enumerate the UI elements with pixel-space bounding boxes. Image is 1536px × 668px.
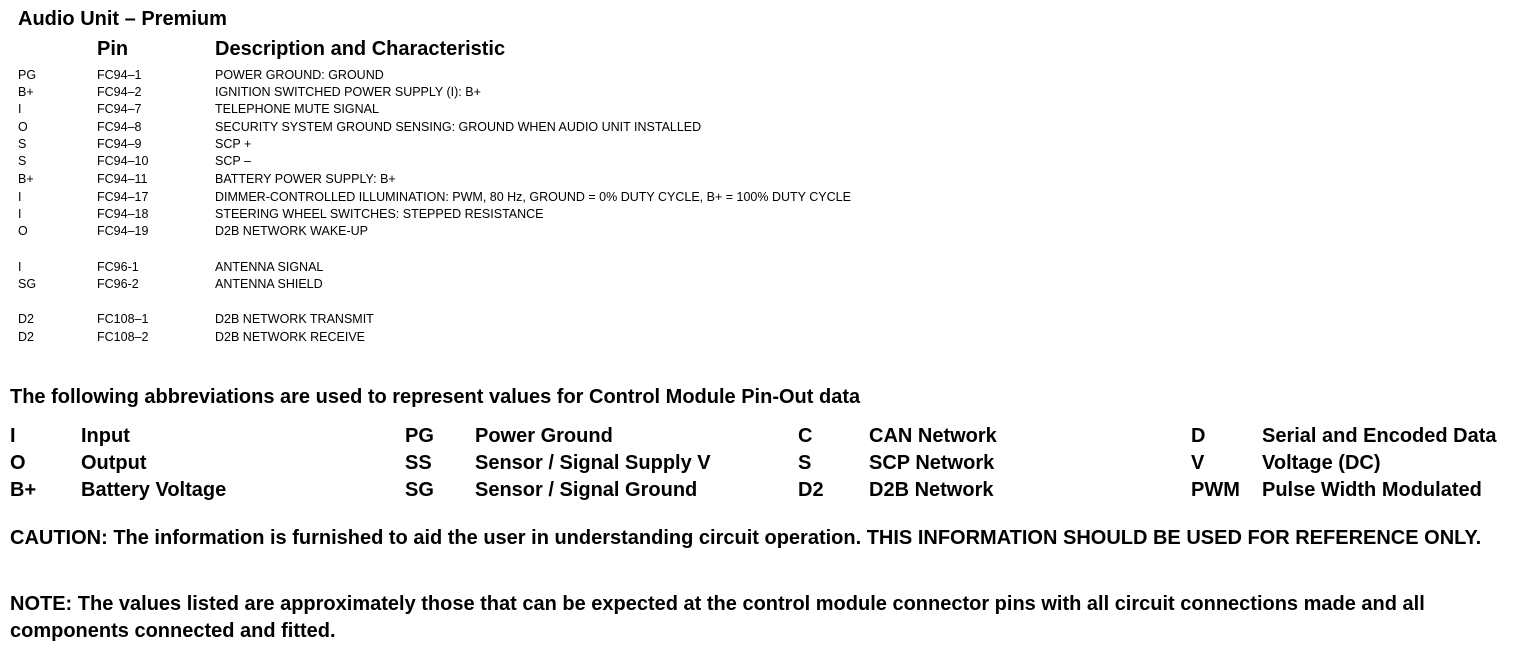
pin-number: FC96-1 xyxy=(97,260,139,274)
pin-description: IGNITION SWITCHED POWER SUPPLY (I): B+ xyxy=(215,85,481,99)
abbreviation-meaning: Battery Voltage xyxy=(81,479,227,501)
abbreviation-code: PWM xyxy=(1191,479,1240,501)
abbreviation-code: S xyxy=(798,452,812,474)
pin-row xyxy=(0,223,1000,239)
pin-number: FC94–10 xyxy=(97,154,149,168)
abbreviation-meaning: Input xyxy=(81,425,130,447)
pin-row xyxy=(0,311,1000,327)
pin-description: DIMMER-CONTROLLED ILLUMINATION: PWM, 80 Hz, GROUND = 0% DUTY CYCLE, B+ = 100% DUTY CYCLE xyxy=(215,190,851,204)
pin-row xyxy=(0,153,1000,169)
pin-description: STEERING WHEEL SWITCHES: STEPPED RESISTANCE xyxy=(215,207,544,221)
pin-row xyxy=(0,189,1000,205)
pin-description: POWER GROUND: GROUND xyxy=(215,68,384,82)
pin-number: FC94–2 xyxy=(97,85,142,99)
pin-number: FC108–1 xyxy=(97,312,149,326)
abbreviation-code: PG xyxy=(405,425,434,447)
pin-description: ANTENNA SIGNAL xyxy=(215,260,324,274)
pin-signal-type: I xyxy=(18,207,22,221)
abbreviation-code: SG xyxy=(405,479,434,501)
abbreviation-code: D2 xyxy=(798,479,824,501)
pin-signal-type: S xyxy=(18,154,27,168)
abbreviation-meaning: CAN Network xyxy=(869,425,997,447)
abbreviation-code: B+ xyxy=(10,479,37,501)
pin-number: FC94–7 xyxy=(97,102,142,116)
pin-number: FC96-2 xyxy=(97,277,139,291)
page-title: Audio Unit – Premium xyxy=(18,8,227,30)
pin-number: FC94–11 xyxy=(97,172,148,186)
pin-row xyxy=(0,329,1000,345)
pin-signal-type: D2 xyxy=(18,330,34,344)
pin-number: FC94–18 xyxy=(97,207,149,221)
pin-signal-type: I xyxy=(18,260,22,274)
abbreviations-intro: The following abbreviations are used to represent values for Control Module Pin-Out data xyxy=(10,386,861,408)
abbreviation-code: D xyxy=(1191,425,1206,447)
pin-signal-type: O xyxy=(18,120,28,134)
pin-description: TELEPHONE MUTE SIGNAL xyxy=(215,102,379,116)
pin-description: BATTERY POWER SUPPLY: B+ xyxy=(215,172,396,186)
abbreviation-meaning: SCP Network xyxy=(869,452,995,474)
pin-number: FC94–8 xyxy=(97,120,142,134)
abbreviation-meaning: Sensor / Signal Supply V xyxy=(475,452,711,474)
pin-description: SCP + xyxy=(215,137,252,151)
pin-description: SECURITY SYSTEM GROUND SENSING: GROUND WHEN AUDIO UNIT INSTALLED xyxy=(215,120,702,134)
pin-signal-type: B+ xyxy=(18,172,34,186)
caution-text: CAUTION: The information is furnished to aid the user in understanding circuit operation. THIS INFORMATION SHOULD BE USED FOR REFERENCE ONLY. xyxy=(10,527,1482,549)
pin-row xyxy=(0,67,1000,83)
pin-row xyxy=(0,119,1000,135)
pin-description: SCP – xyxy=(215,154,251,168)
pin-number: FC94–17 xyxy=(97,190,149,204)
pin-description: D2B NETWORK RECEIVE xyxy=(215,330,366,344)
pin-signal-type: S xyxy=(18,137,27,151)
abbreviation-meaning: D2B Network xyxy=(869,479,994,501)
pin-signal-type: PG xyxy=(18,68,37,82)
pin-number: FC94–1 xyxy=(97,68,142,82)
pin-row xyxy=(0,259,1000,275)
pin-signal-type: B+ xyxy=(18,85,34,99)
pin-signal-type: O xyxy=(18,224,28,238)
description-column-header: Description and Characteristic xyxy=(215,38,506,60)
pin-number: FC108–2 xyxy=(97,330,149,344)
pin-row xyxy=(0,171,1000,187)
pin-row xyxy=(0,276,1000,292)
pin-column-header: Pin xyxy=(97,38,129,60)
pin-signal-type: SG xyxy=(18,277,37,291)
pin-description: ANTENNA SHIELD xyxy=(215,277,323,291)
abbreviation-code: O xyxy=(10,452,26,474)
abbreviation-meaning: Serial and Encoded Data xyxy=(1262,425,1497,447)
abbreviation-meaning: Pulse Width Modulated xyxy=(1262,479,1482,501)
pin-number: FC94–9 xyxy=(97,137,142,151)
pin-row xyxy=(0,136,1000,152)
pin-signal-type: I xyxy=(18,190,22,204)
pin-description: D2B NETWORK TRANSMIT xyxy=(215,312,374,326)
abbreviation-meaning: Voltage (DC) xyxy=(1262,452,1381,474)
abbreviation-meaning: Power Ground xyxy=(475,425,613,447)
pin-row xyxy=(0,206,1000,222)
note-text: NOTE: The values listed are approximately those that can be expected at the control module connector pins with all circuit connections made and all components connected and fitted. xyxy=(10,593,1425,642)
abbreviation-meaning: Output xyxy=(81,452,147,474)
abbreviation-meaning: Sensor / Signal Ground xyxy=(475,479,698,501)
abbreviation-code: V xyxy=(1191,452,1205,474)
pin-number: FC94–19 xyxy=(97,224,149,238)
pin-row xyxy=(0,101,1000,117)
abbreviation-code: SS xyxy=(405,452,432,474)
pin-description: D2B NETWORK WAKE-UP xyxy=(215,224,369,238)
abbreviation-code: C xyxy=(798,425,813,447)
abbreviation-code: I xyxy=(10,425,16,447)
pin-row xyxy=(0,84,1000,100)
pin-signal-type: I xyxy=(18,102,22,116)
pin-signal-type: D2 xyxy=(18,312,34,326)
